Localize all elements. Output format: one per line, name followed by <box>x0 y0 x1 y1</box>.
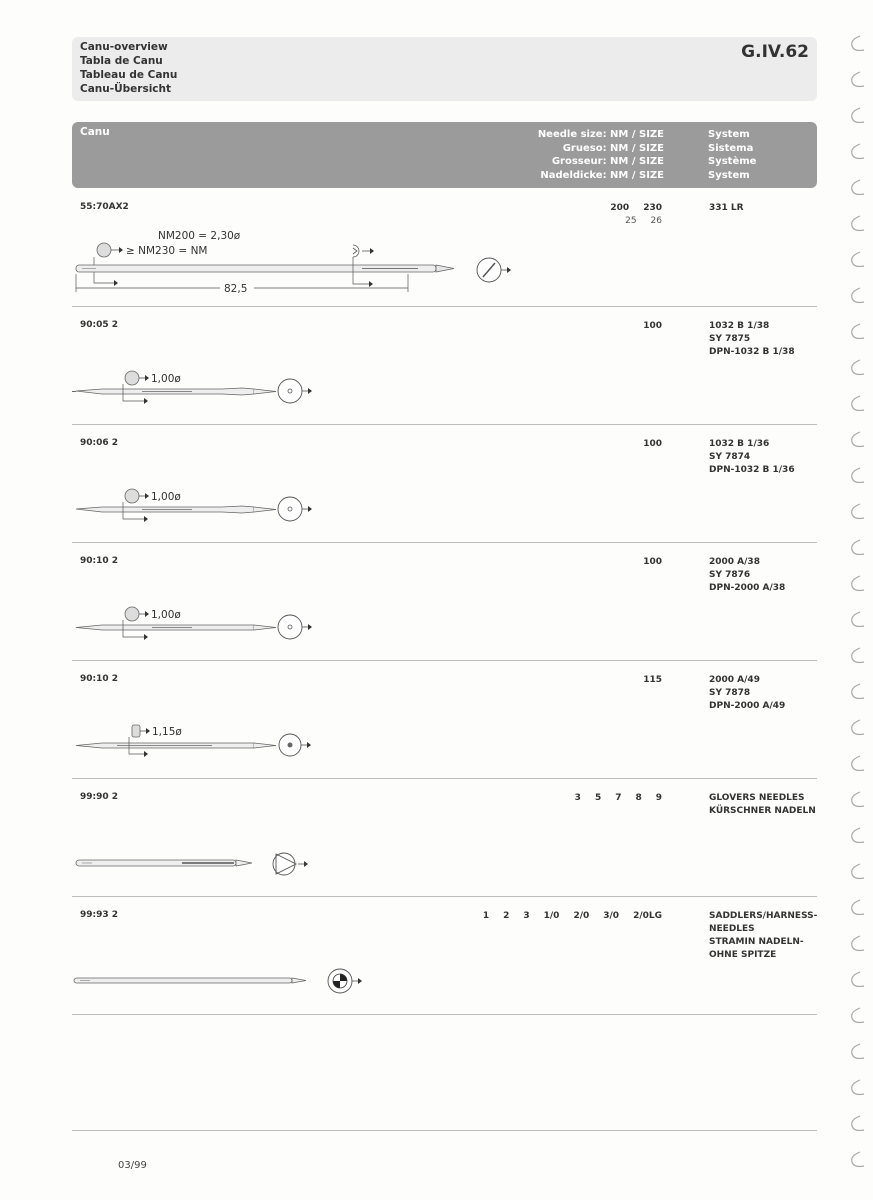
binding-ring <box>852 756 864 771</box>
system-name: DPN-2000 A/38 <box>709 583 786 593</box>
binding-ring <box>852 540 864 555</box>
binding-ring <box>852 1152 864 1167</box>
needle-drawing <box>72 188 817 306</box>
binding-ring <box>852 108 864 123</box>
needle-diameter: 1,00ø <box>151 491 181 503</box>
column-system-en: System <box>708 129 750 140</box>
page-date: 03/99 <box>118 1160 147 1171</box>
binding-ring <box>852 1080 864 1095</box>
nm-value: 7 <box>615 793 622 803</box>
table-row <box>72 188 817 307</box>
system-name: SY 7875 <box>709 334 751 344</box>
nm-value: 3/0 <box>603 911 620 921</box>
binding-ring <box>852 36 864 51</box>
column-system-fr: Système <box>708 156 757 167</box>
needle-drawing <box>72 542 817 660</box>
binding-ring <box>852 360 864 375</box>
system-name: 331 LR <box>709 203 744 213</box>
needle-diameter: 1,00ø <box>151 373 181 385</box>
canu-code: 90:10 2 <box>80 674 119 684</box>
column-size <box>538 128 664 182</box>
system-name: SY 7874 <box>709 452 751 462</box>
needle-drawing <box>72 424 817 542</box>
table-row <box>72 778 817 897</box>
needle-drawing <box>72 896 817 1014</box>
system-name: NEEDLES <box>709 924 755 934</box>
canu-code: 90:06 2 <box>80 438 119 448</box>
needle-diameter: 1,00ø <box>151 609 181 621</box>
system-name: GLOVERS NEEDLES <box>709 793 805 803</box>
binding-ring <box>852 684 864 699</box>
system-name: DPN-1032 B 1/38 <box>709 347 795 357</box>
footer-divider <box>72 1130 817 1131</box>
system-name: KÜRSCHNER NADELN <box>709 806 816 816</box>
nm-value: 3 <box>523 911 530 921</box>
needle-length: 82,5 <box>224 283 248 295</box>
binding-ring <box>852 504 864 519</box>
system-name: OHNE SPITZE <box>709 950 777 960</box>
system-name: 2000 A/49 <box>709 675 760 685</box>
binding-ring <box>852 180 864 195</box>
needle-note: NM200 = 2,30ø <box>158 230 241 242</box>
binding-ring <box>852 396 864 411</box>
nm-value: 100 <box>643 321 662 331</box>
size-value: 25 <box>625 216 637 226</box>
binding-ring <box>852 792 864 807</box>
column-system-de: System <box>708 169 750 181</box>
binding-ring <box>852 576 864 591</box>
binding-ring <box>852 720 864 735</box>
system-name: SY 7876 <box>709 570 751 580</box>
nm-value: 3 <box>574 793 581 803</box>
binding-ring <box>852 252 864 267</box>
nm-value: 9 <box>655 793 662 803</box>
title-de: Canu-Übersicht <box>80 83 172 95</box>
needle-drawing <box>72 778 817 896</box>
nm-value: 1/0 <box>543 911 560 921</box>
binding-ring <box>852 1044 864 1059</box>
binding-ring <box>852 864 864 879</box>
title-fr: Tableau de Canu <box>80 69 178 81</box>
binding-ring <box>852 828 864 843</box>
system-name: 2000 A/38 <box>709 557 760 567</box>
binding-ring <box>852 144 864 159</box>
system-name: 1032 B 1/38 <box>709 321 770 331</box>
title-en: Canu-overview <box>80 41 168 53</box>
canu-code: 99:93 2 <box>80 910 119 920</box>
nm-value: 115 <box>643 675 662 685</box>
binding-ring <box>852 216 864 231</box>
binding-ring <box>852 648 864 663</box>
table-row <box>72 896 817 1015</box>
nm-value: 200 <box>610 203 630 213</box>
nm-value: 5 <box>594 793 602 803</box>
binding-ring <box>852 900 864 915</box>
system-name: SADDLERS/HARNESS- <box>709 911 818 921</box>
page-title <box>80 40 177 96</box>
header-bar <box>72 37 817 101</box>
table-row <box>72 542 817 661</box>
system-name: DPN-1032 B 1/36 <box>709 465 795 475</box>
table-row <box>72 424 817 543</box>
needle-drawing <box>72 306 817 424</box>
table-row <box>72 660 817 779</box>
system-name: DPN-2000 A/49 <box>709 701 786 711</box>
canu-code: 90:10 2 <box>80 556 119 566</box>
nm-value: 230 <box>643 203 662 213</box>
binding-ring <box>852 936 864 951</box>
column-size-es: Grueso: NM / SIZE <box>562 142 664 154</box>
nm-value: 8 <box>635 793 642 803</box>
nm-value: 2/0LG <box>633 911 662 921</box>
nm-value: 100 <box>643 557 662 567</box>
binding-ring <box>852 324 864 339</box>
column-size-fr: Grosseur: NM / SIZE <box>551 156 664 167</box>
binding-ring <box>852 288 864 303</box>
system-name: 1032 B 1/36 <box>709 439 770 449</box>
size-value: 26 <box>650 216 662 226</box>
column-size-en: Needle size: NM / SIZE <box>537 129 664 140</box>
needle-diameter: 1,15ø <box>152 726 182 738</box>
canu-code: 90:05 2 <box>80 320 119 330</box>
needle-drawing <box>72 660 817 778</box>
column-canu: Canu <box>80 126 110 138</box>
canu-code: 55:70AX2 <box>80 202 129 212</box>
column-header-bar <box>72 122 817 188</box>
nm-value: 2/0 <box>573 911 590 921</box>
column-size-de: Nadeldicke: NM / SIZE <box>540 169 664 181</box>
page-code: G.IV.62 <box>741 42 809 62</box>
canu-code: 99:90 2 <box>80 792 119 802</box>
binding-ring <box>852 612 864 627</box>
binding-rings <box>838 18 868 1188</box>
binding-ring <box>852 1116 864 1131</box>
nm-value: 2 <box>503 911 510 921</box>
binding-ring <box>852 1008 864 1023</box>
column-system-es: Sistema <box>708 142 754 154</box>
binding-ring <box>852 468 864 483</box>
system-name: STRAMIN NADELN- <box>709 937 804 947</box>
title-es: Tabla de Canu <box>80 55 163 67</box>
system-name: SY 7878 <box>709 688 751 698</box>
binding-ring <box>852 72 864 87</box>
nm-value: 1 <box>482 911 490 921</box>
nm-value: 100 <box>643 439 662 449</box>
binding-ring <box>852 972 864 987</box>
column-system <box>708 128 756 182</box>
needle-note: ≥ NM230 = NM <box>126 245 208 257</box>
table-row <box>72 306 817 425</box>
binding-ring <box>852 432 864 447</box>
